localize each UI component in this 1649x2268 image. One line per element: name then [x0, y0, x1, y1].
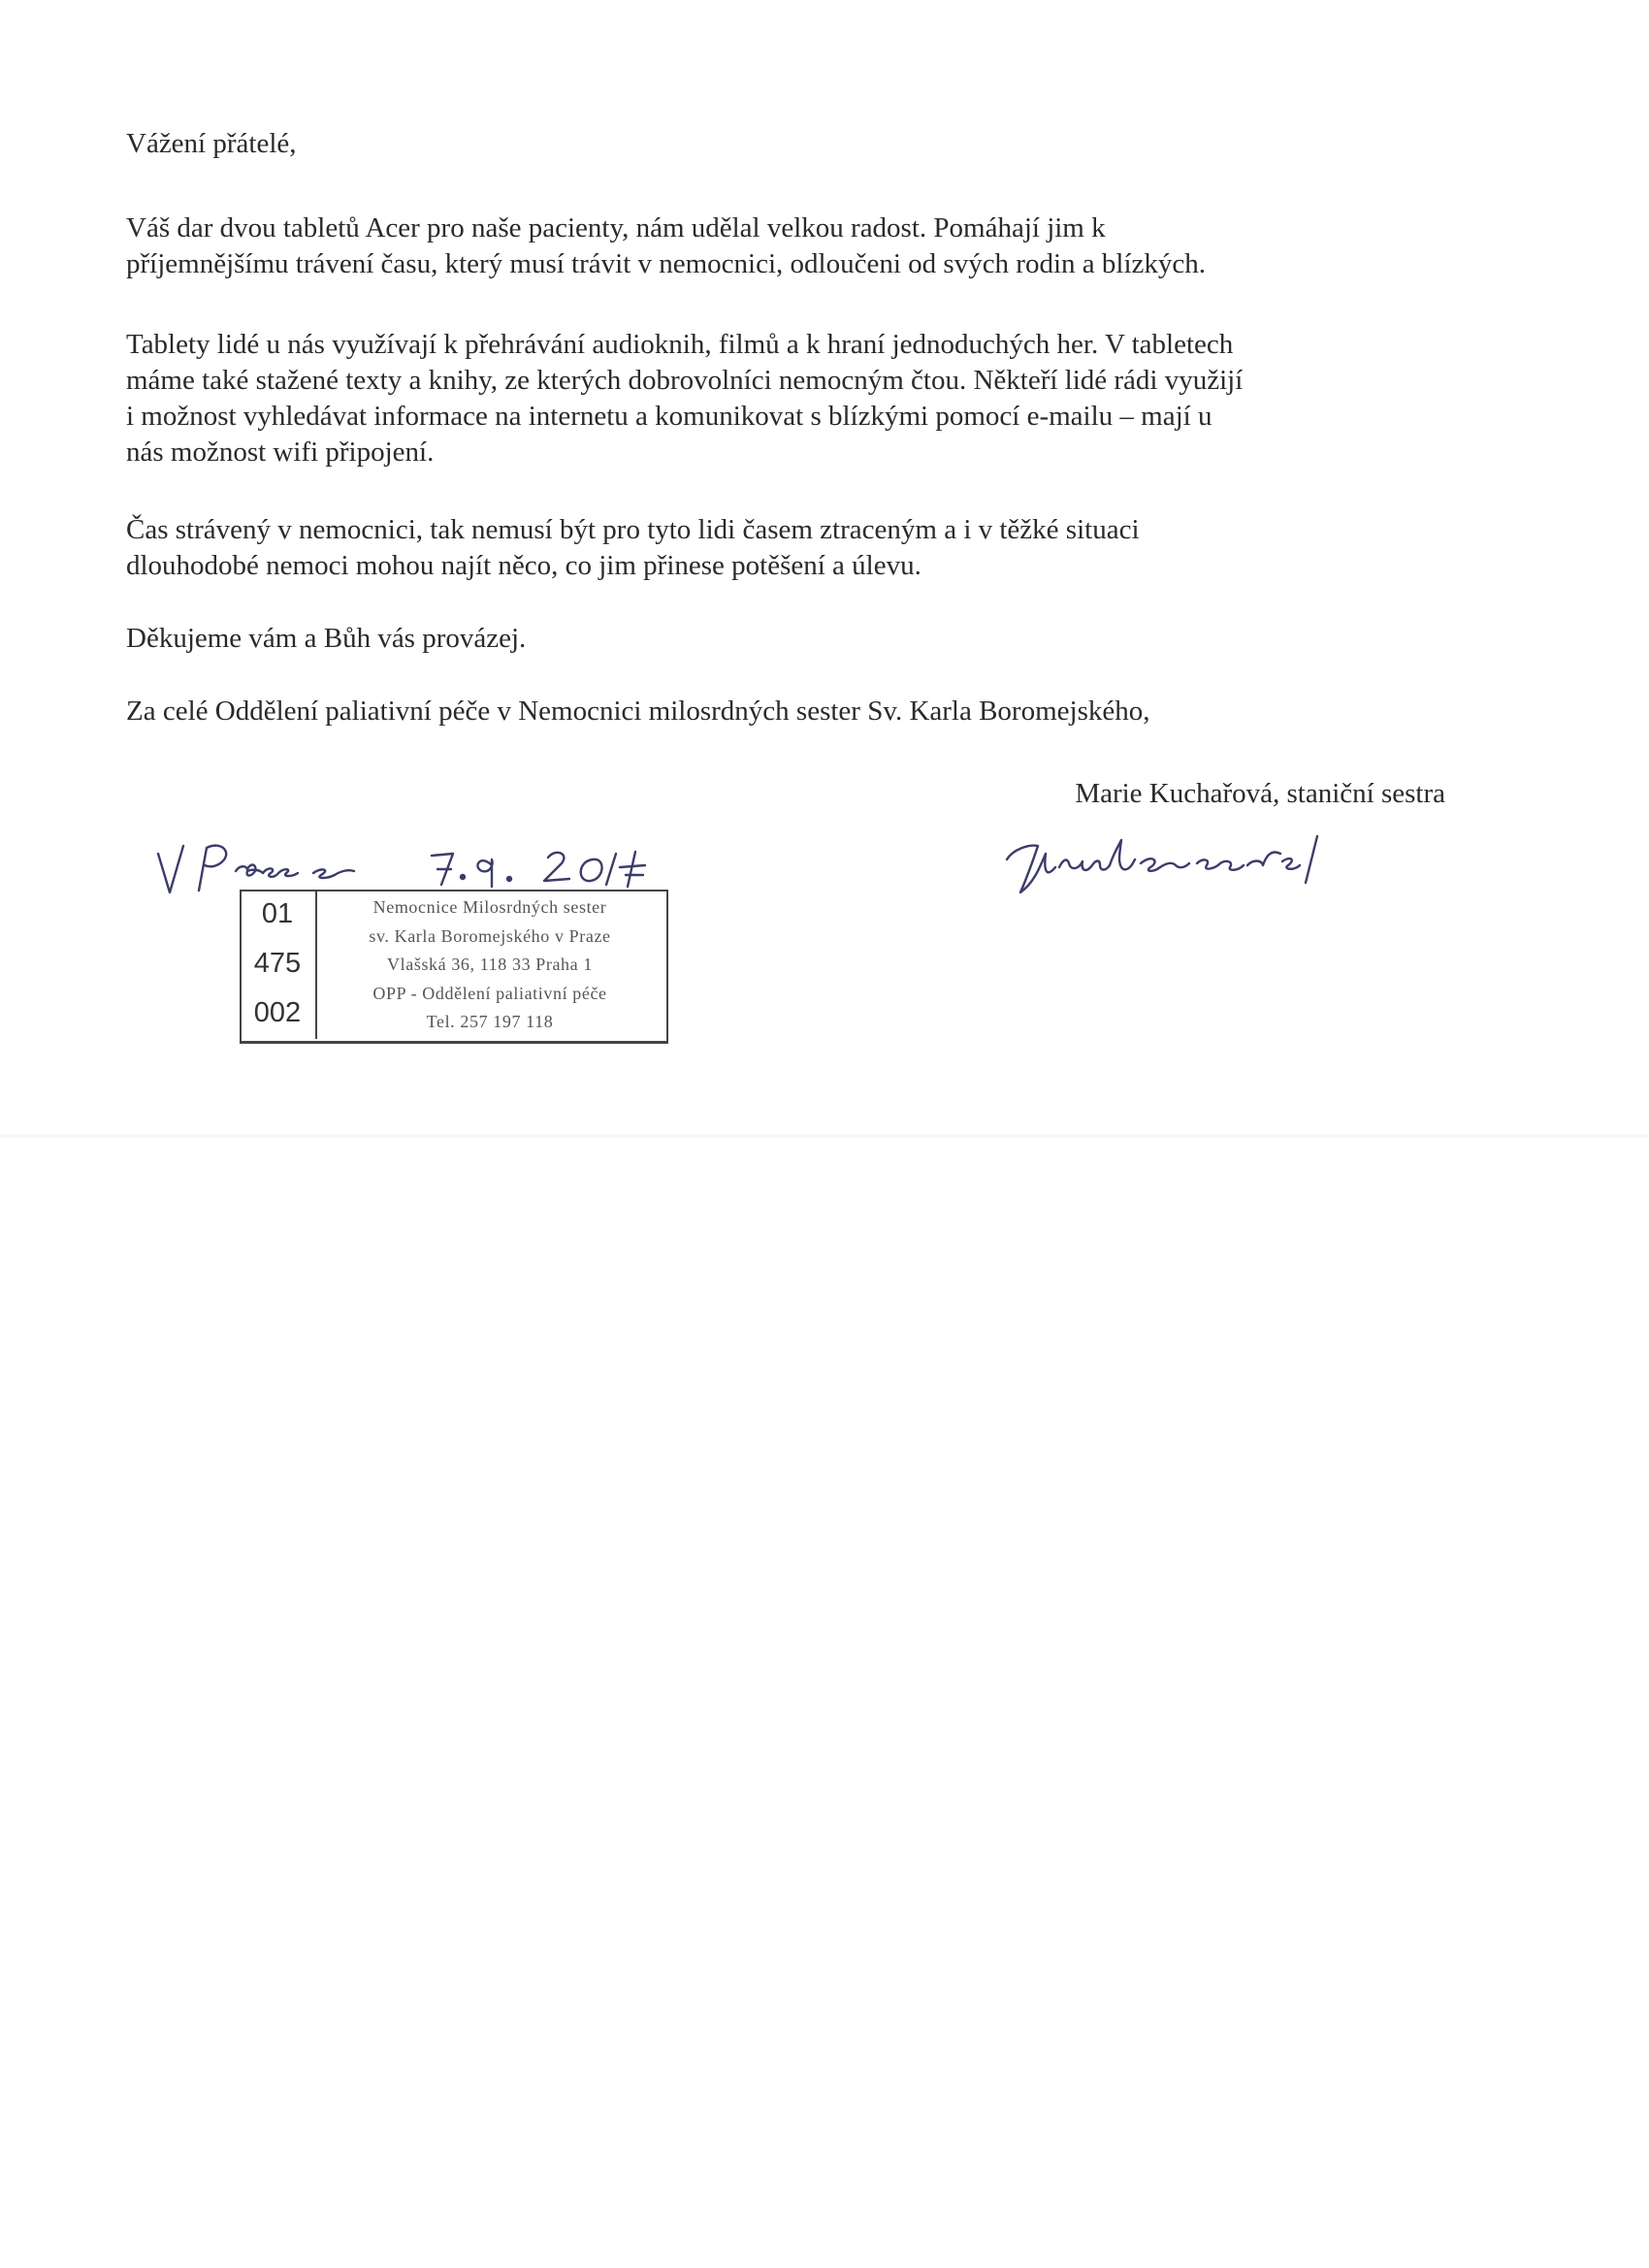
stamp-line: Tel. 257 197 118: [426, 1012, 554, 1031]
stamp-line: sv. Karla Boromejského v Praze: [369, 925, 611, 946]
text-line: příjemnějšímu trávení času, který musí trávit v nemocnici, odloučeni od svých rodin a blízkých.: [126, 248, 1207, 279]
text-line: máme také stažené texty a knihy, ze kterých dobrovolníci nemocným čtou. Někteří lidé rádi využijí: [126, 365, 1244, 396]
official-stamp: [240, 890, 666, 1043]
stamp-code-column: [240, 890, 317, 1039]
text-line: dlouhodobé nemoci mohou najít něco, co jim přinese potěšení a úlevu.: [126, 550, 922, 581]
stamp-code-line: 002: [253, 997, 302, 1028]
paragraph-time: [126, 512, 1140, 584]
stamp-line: Vlašská 36, 118 33 Praha 1: [387, 955, 593, 974]
stamp-line: Nemocnice Milosrdných sester: [372, 897, 607, 917]
sender-line: Marie Kuchařová, staniční sestra: [1075, 778, 1445, 809]
handwritten-signature: [999, 825, 1368, 902]
paragraph-usage: [126, 327, 1243, 470]
paragraph-department: [126, 694, 1149, 729]
text-line: Tablety lidé u nás využívají k přehrávání audioknih, filmů a k hraní jednoduchých her. V tabletech: [126, 329, 1234, 360]
salutation: Vážení přátelé,: [126, 128, 297, 159]
text-line: Děkujeme vám a Bůh vás provázej.: [126, 623, 527, 654]
paragraph-thanks: [126, 621, 526, 657]
text-line: Váš dar dvou tabletů Acer pro naše pacienty, nám udělal velkou radost. Pomáhají jim k: [126, 212, 1106, 243]
stamp-line: OPP - Oddělení paliativní péče: [372, 983, 607, 1003]
text-line: i možnost vyhledávat informace na internetu a komunikovat s blízkými pomocí e-mailu – mají u: [126, 401, 1212, 432]
scan-shadow-line: [0, 1133, 1649, 1139]
stamp-code-line: 01: [261, 898, 294, 929]
paragraph-gift: [126, 211, 1206, 282]
stamp-address: [319, 893, 661, 1037]
text-line: Za celé Oddělení paliativní péče v Nemocnici milosrdných sester Sv. Karla Boromejského,: [126, 696, 1150, 727]
text-line: Čas strávený v nemocnici, tak nemusí být pro tyto lidi časem ztraceným a i v těžké situaci: [126, 514, 1140, 545]
stamp-code-line: 475: [253, 948, 302, 979]
text-line: nás možnost wifi připojení.: [126, 437, 435, 468]
